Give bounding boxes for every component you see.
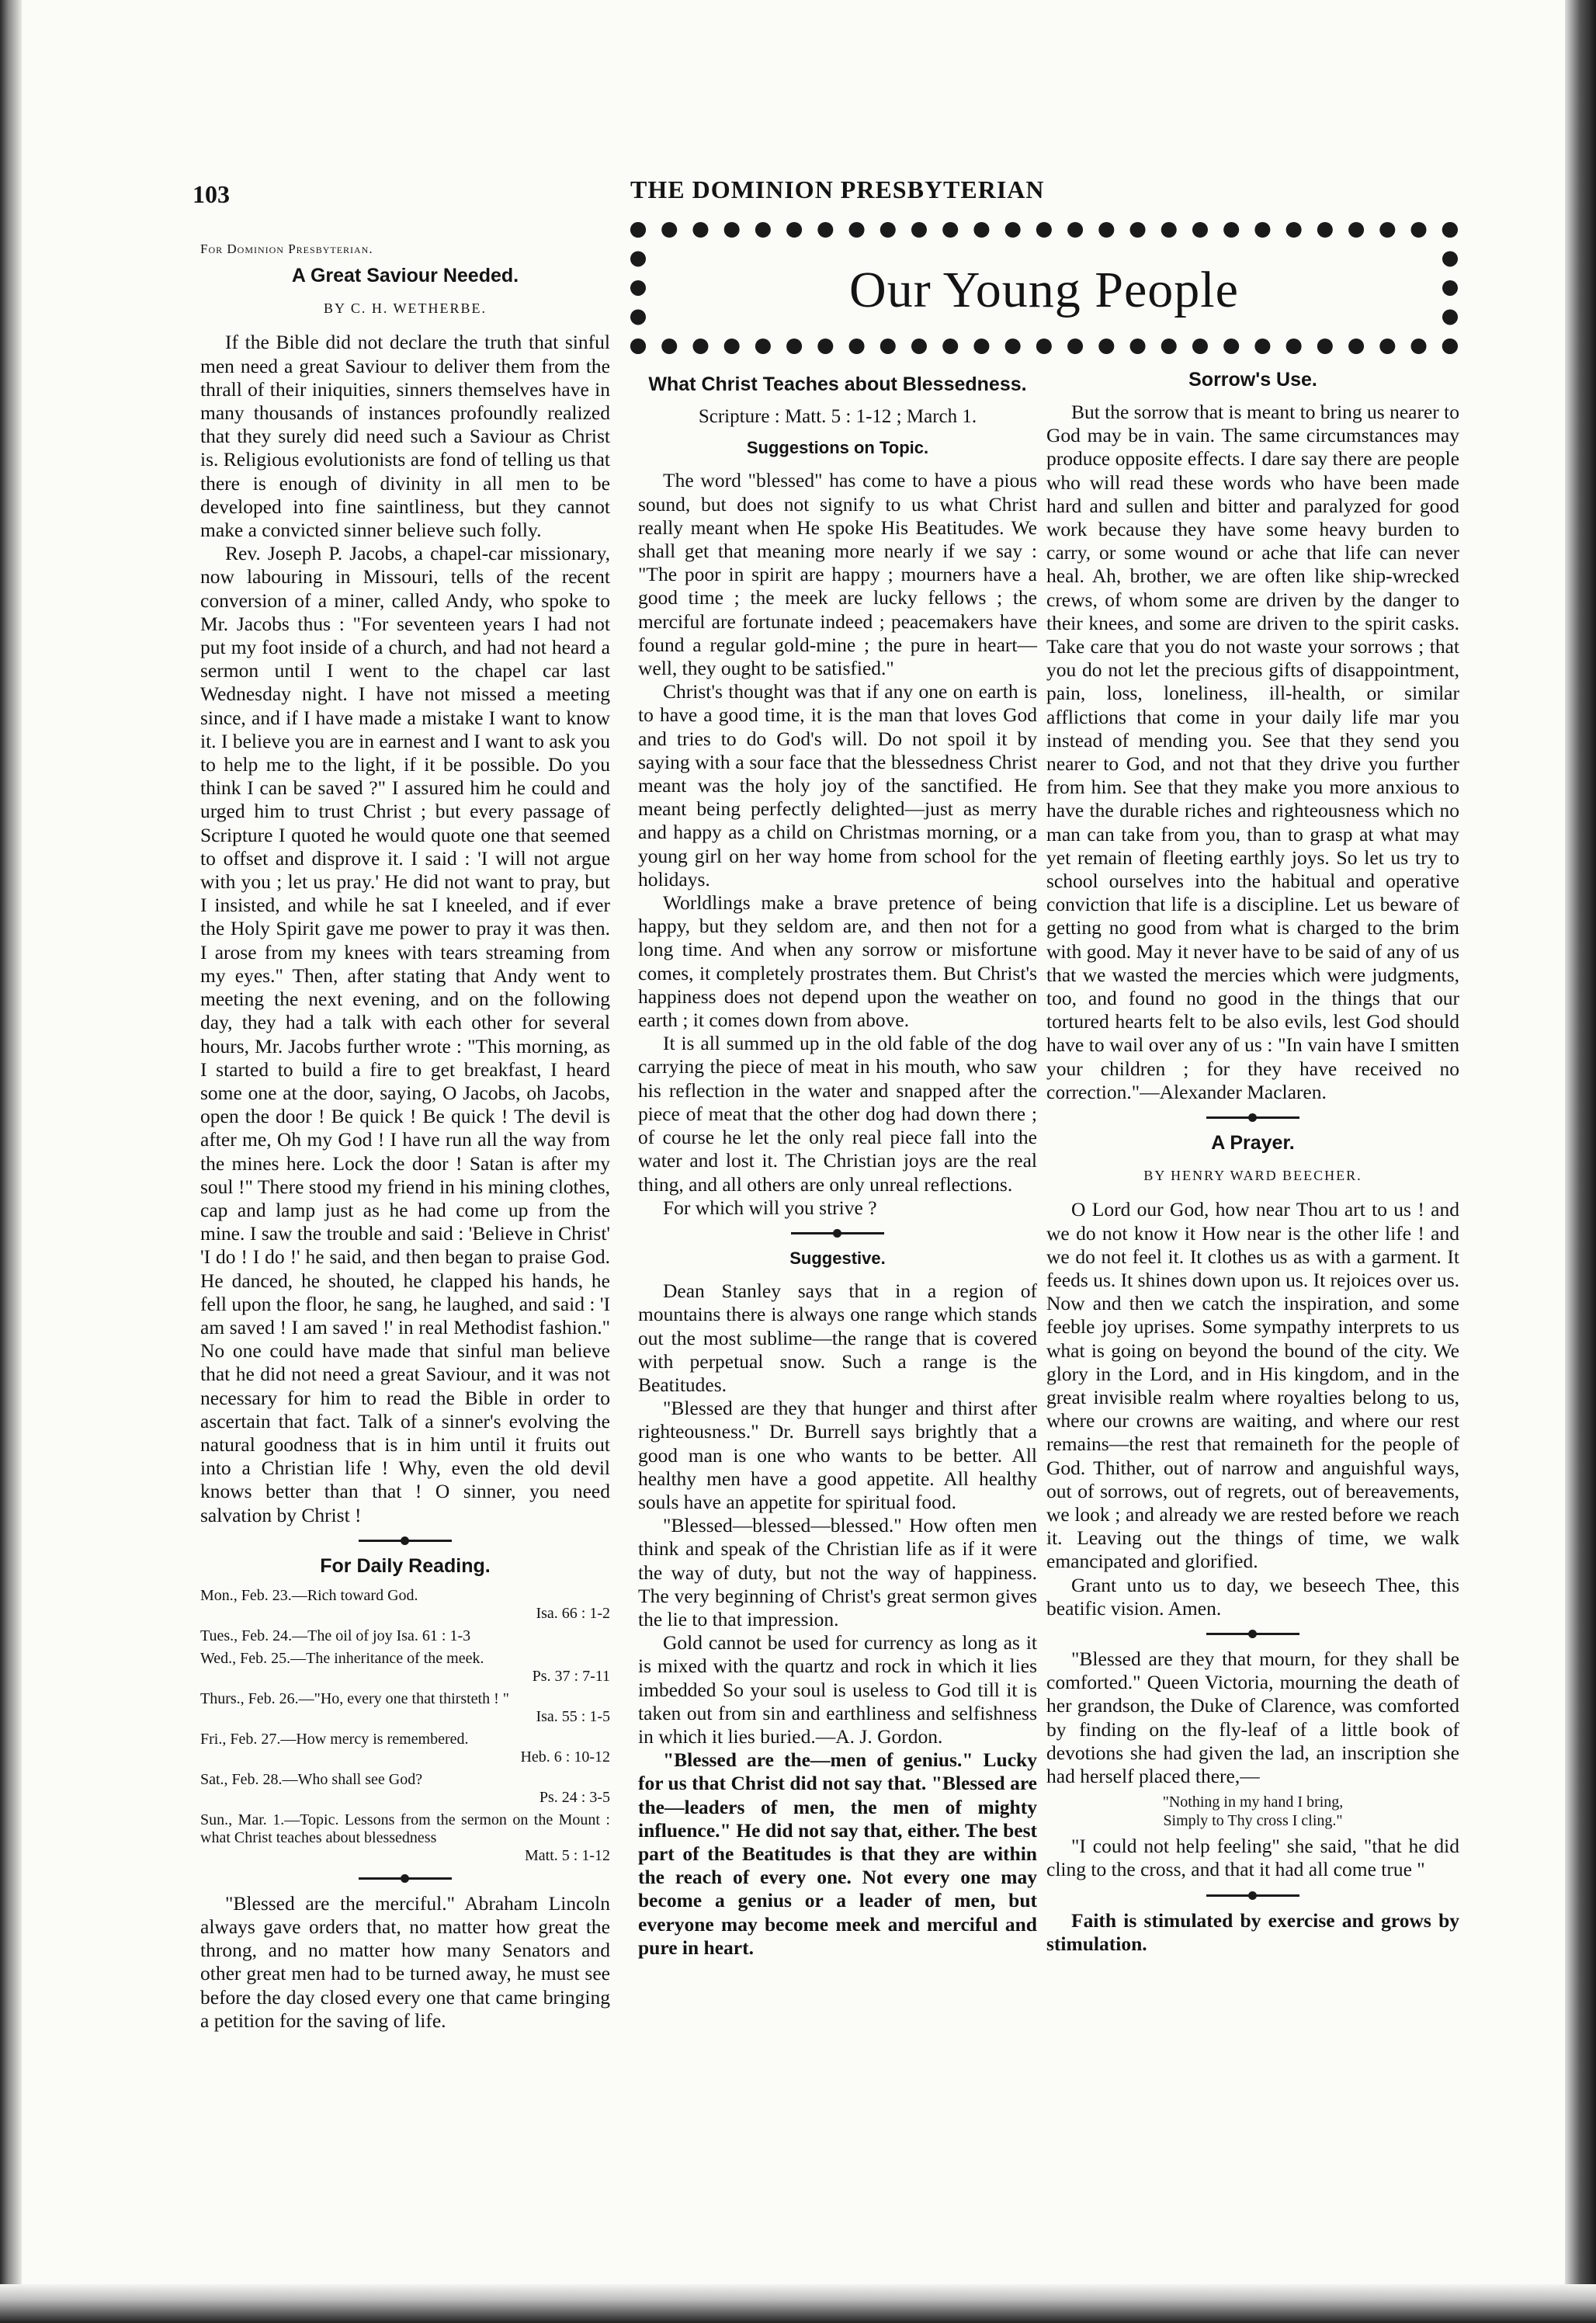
bottom-edge-shadow xyxy=(0,2284,1596,2323)
article-paragraph: If the Bible did not declare the truth that sinful men need a great Saviour to deliver them from the thrall of their iniquities, sinners themselves have in many thousands of instances profoundly realized that they surely did need such a Saviour as Christ is. Religious evolutionists are fond of telling us that there is enough of divinity in all men to be developed into fine saintliness, but they cannot make a convicted sinner believe such folly. xyxy=(200,331,610,542)
article-paragraph: "Blessed are the merciful." Abraham Lincoln always gave orders that, no matter how great the throng, and no matter how many Senators and other great men had to be turned away, he must see before the day closed every one that came bringing a petition for the saving of life. xyxy=(200,1891,610,2032)
article-byline: BY C. H. WETHERBE. xyxy=(324,300,487,317)
article-title: A Great Saviour Needed. xyxy=(291,265,519,287)
reading-item xyxy=(200,1771,610,1807)
article-paragraph: "Blessed—blessed—blessed." How often men think and speak of the Christian life as if it were the way of duty, but not the way of happiness. The very beginning of Christ's great sermon gives the lie to that impression. xyxy=(638,1514,1037,1630)
article-paragraph: "I could not help feeling" she said, "that he did cling to the cross, and that it had all come true " xyxy=(1046,1835,1459,1881)
article-paragraph: "Blessed are they that hunger and thirst after righteousness." Dr. Burrell says brightly that a good man is one who wants to be better. All healthy men have a good appetite. All healthy souls have an appetite for spiritual food. xyxy=(638,1397,1037,1513)
reading-item xyxy=(200,1811,610,1865)
section-divider xyxy=(359,1540,452,1542)
reading-line: Tues., Feb. 24.—The oil of joy Isa. 61 : 1-3 xyxy=(200,1627,471,1644)
article-paragraph: For which will you strive ? xyxy=(663,1196,877,1219)
article-paragraph: Faith is stimulated by exercise and grows by stimulation. xyxy=(1046,1908,1459,1955)
section-divider xyxy=(359,1877,452,1880)
reading-ref: Heb. 6 : 10-12 xyxy=(520,1748,610,1766)
section-banner xyxy=(630,222,1458,354)
running-head: THE DOMINION PRESBYTERIAN xyxy=(630,175,1045,203)
article-paragraph: Dean Stanley says that in a region of mountains there is always one range which stands out the most sublime—the range that is covered with perpetual snow. Such a range is the Beatitudes. xyxy=(638,1280,1037,1396)
banner-title: Our Young People xyxy=(849,262,1239,318)
readings-title: For Daily Reading. xyxy=(320,1554,491,1577)
article-paragraph: It is all summed up in the old fable of the dog carrying the piece of meat in his mouth, who saw his reflection in the water and snapped after the piece of meat that the other dog had down there ; of course he let the only real piece fall into the water and lost it. The Christian joys are the real thing, and all others are only unreal reflections. xyxy=(638,1032,1037,1196)
reading-ref: Isa. 66 : 1-2 xyxy=(536,1604,610,1622)
article-paragraph: Worldlings make a brave pretence of being happy, but they seldom are, and then not for a long time. And when any sorrow or misfortune comes, it completely prostrates them. But Christ's happiness does not depend upon the weather on earth ; it comes down from above. xyxy=(638,891,1037,1032)
reading-line: Sun., Mar. 1.—Topic. Lessons from the sermon on the Mount : what Christ teaches about blessedness xyxy=(200,1811,610,1846)
reading-line: Fri., Feb. 27.—How mercy is remembered. xyxy=(200,1730,469,1748)
subheading: Suggestive. xyxy=(789,1248,886,1268)
left-binding-shadow xyxy=(0,0,22,2323)
article-byline: BY HENRY WARD BEECHER. xyxy=(1143,1168,1362,1184)
subheading: Suggestions on Topic. xyxy=(746,438,929,458)
reading-line: Sat., Feb. 28.—Who shall see God? xyxy=(200,1770,423,1788)
hymn-verse xyxy=(1046,1793,1459,1830)
article-paragraph: Rev. Joseph P. Jacobs, a chapel-car missionary, now labouring in Missouri, tells of the recent conversion of a miner, called Andy, who spoke to Mr. Jacobs thus : "For seventeen years I had not put my foot inside of a church, and had not heard a sermon until I went to the chapel car last Wednesday night. I have not missed a meeting since, and if I have made a mistake I want to know it. I believe you are in earnest and I want to ask you to help me to the light, if it be possible. Do you think I can be saved ?" I assured him he could and urged him to trust Christ ; but every passage of Scripture I quoted he would quote one that seemed to offset and disprove it. I said : 'I will not argue with you ; let us pray.' He did not want to pray, but I insisted, and while he sat I kneeled, and if ever the Holy Spirit gave me power to pray it was then. I arose from my knees with tears streaming from my eyes." Then, after stating that Andy went to meeting the next evening, and on the following day, they had a talk with each other for several hours, Mr. Jacobs further wrote : "This morning, as I started to build a fire to get breakfast, I heard some one at the door, saying, O Jacobs, oh Jacobs, open the door ! Be quick ! Be quick ! The devil is after me, Oh my God ! I have run all the way from the mines here. Lock the door ! Satan is after my soul !" There stood my friend in his mining clothes, cap and lamp just as he had come up from the mine. I saw the trouble and said : 'Believe in Christ' 'I do ! I do !' he said, and then began to praise God. He danced, he shouted, he clapped his hands, he fell upon the floor, he sang, he laughed, and said : 'I am saved ! I am saved !' in real Methodist fashion." No one could have made that sinful man believe that he did not need a great Saviour, and it was not necessary for him to read the Bible in order to ascertain that fact. Talk of a sinner's evolving the natural goodness that is in him until it fruits out into a Christian life ! Why, even the old devil knows better than that ! O sinner, you need salvation by Christ ! xyxy=(200,542,610,1526)
article-title: What Christ Teaches about Blessedness. xyxy=(648,373,1027,395)
page-number: 103 xyxy=(193,180,230,208)
readings-list xyxy=(200,1587,610,1865)
article-credit: For Dominion Presbyterian. xyxy=(200,241,373,256)
article-paragraph: But the sorrow that is meant to bring us nearer to God may be in vain. The same circumstances may produce opposite effects. I dare say there are people who will read these words who have been made hard and sullen and bitter and paralyzed for good work because they have some heavy burden to carry, or some wound or ache that life can never heal. Ah, brother, we are often like ship-wrecked crews, of whom some are driven by the danger to their knees, and some are driven to the spirit casks. Take care that you do not waste your sorrows ; that you do not let the precious gifts of disappointment, pain, loss, loneliness, ill-health, or similar afflictions that come in your daily life mar you instead of mending you. See that they send you nearer to God, and not that they drive you further from him. See that they make you more anxious to have the durable riches and righteousness which no man can take from you, than to grasp at what may yet remain of fleeting earthly joys. So let us try to school ourselves into the habitual and operative conviction that life is a discipline. Let us beware of getting no good from what is charged to the brim with good. May it never have to be said of any of us that we wasted the mercies which were judgments, too, and found no good in the things that our tortured hearts felt to be also evils, lest God should have to wail over any of us : "In vain have I smitten your children ; for they have received no correction."—Alexander Maclaren. xyxy=(1046,401,1459,1103)
reading-line: Wed., Feb. 25.—The inheritance of the meek. xyxy=(200,1649,484,1667)
section-divider xyxy=(1206,1894,1299,1897)
section-divider xyxy=(1206,1633,1299,1635)
article-paragraph: The word "blessed" has come to have a pious sound, but does not signify to us what Christ really meant when He spoke His Beatitudes. We shall get that meaning more nearly if we say : "The poor in spirit are happy ; mourners have a good time ; the meek are lucky fellows ; the merciful are fortunate indeed ; peacemakers have found a regular gold-mine ; the pure in heart—well, they ought to be satisfied." xyxy=(638,469,1037,680)
verse-line: Simply to Thy cross I cling." xyxy=(1163,1812,1343,1830)
reading-item xyxy=(200,1650,610,1686)
reading-ref: Ps. 24 : 3-5 xyxy=(539,1788,610,1806)
reading-item xyxy=(200,1587,610,1623)
reading-line: Thurs., Feb. 26.—"Ho, every one that thirsteth ! " xyxy=(200,1689,509,1707)
article-paragraph: O Lord our God, how near Thou art to us ! and we do not know it How near is the other life ! and we do not feel it. It clothes us as with a garment. It feeds us. It shines down upon us. It rejoices over us. Now and then we catch the inspiration, and some feeble joy uprises. Some sympathy interprets to us what is going on beyond the bound of the city. We glory in the Lord, and in His kingdom, and in the great invisible realm where royalties belong to us, where our crowns are waiting, and where our rest remains—the rest that remaineth for the people of God. Thither, out of narrow and anguishful ways, out of sorrows, out of regrets, out of bereavements, we look ; and already we are rested before we reach it. Leaving out the things of time, we walk emancipated and glorified. xyxy=(1046,1198,1459,1573)
reading-item xyxy=(200,1731,610,1766)
article-paragraph: "Blessed are the—men of genius." Lucky for us that Christ did not say that. "Blessed are the—leaders of men, the men of mighty influence." He did not say that, either. The best part of the Beatitudes is that they are within the reach of every one. Not every one may become a genius or a leader of men, but everyone may become meek and merciful and pure in heart. xyxy=(638,1748,1037,1959)
article-title: Sorrow's Use. xyxy=(1188,369,1317,391)
reading-line: Mon., Feb. 23.—Rich toward God. xyxy=(200,1586,418,1604)
section-divider xyxy=(1206,1116,1299,1119)
column-1 xyxy=(200,238,610,2033)
verse-line: "Nothing in my hand I bring, xyxy=(1162,1793,1344,1811)
reading-ref: Isa. 55 : 1-5 xyxy=(536,1707,610,1725)
reading-item xyxy=(200,1690,610,1726)
right-edge-shadow xyxy=(1565,0,1596,2323)
section-divider xyxy=(791,1232,884,1234)
article-title: A Prayer. xyxy=(1211,1132,1295,1155)
column-3 xyxy=(1046,365,1459,1956)
article-paragraph: "Blessed are they that mourn, for they shall be comforted." Queen Victoria, mourning the death of her grandson, the Duke of Clarence, was comforted by finding on the fly-leaf of a little book of devotions she had given the lad, an inscription she had herself placed there,— xyxy=(1046,1647,1459,1787)
article-paragraph: Christ's thought was that if any one on earth is to have a good time, it is the man that loves God and tries to do God's will. Do not spoil it by saying with a sour face that the blessedness Christ meant was the holy joy of the sanctified. He meant being perfectly delighted—just as merry and happy as a child on Christmas morning, or a young girl on her way home from school for the holidays. xyxy=(638,680,1037,891)
reading-item xyxy=(200,1627,610,1645)
column-2 xyxy=(638,370,1037,1960)
reading-ref: Ps. 37 : 7-11 xyxy=(532,1667,610,1685)
article-paragraph: Grant unto us to day, we beseech Thee, this beatific vision. Amen. xyxy=(1046,1573,1459,1620)
scripture-reference: Scripture : Matt. 5 : 1-12 ; March 1. xyxy=(698,406,977,427)
article-paragraph: Gold cannot be used for currency as long as it is mixed with the quartz and rock in which it lies imbedded So your soul is useless to God till it is taken out from sin and earthliness and selfishness in which it lies buried.—A. J. Gordon. xyxy=(638,1631,1037,1748)
reading-ref: Matt. 5 : 1-12 xyxy=(525,1846,610,1864)
